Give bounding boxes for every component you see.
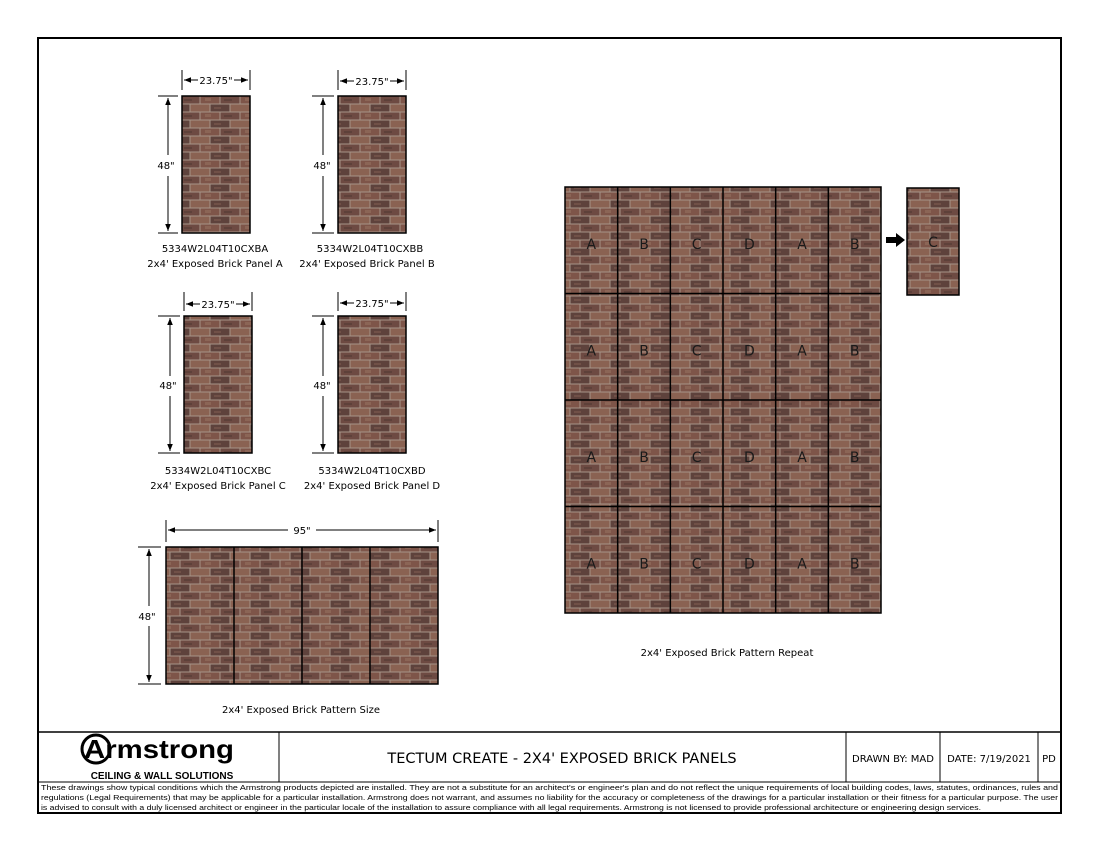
disclaimer-line-1: These drawings show typical conditions which the Armstrong products depicted are installed. They are not a substitute for an architect's or engineer's plan and do not reflect the unique requirements of local building codes, laws, statutes, ordinances, rules and — [41, 783, 1058, 792]
pattern-cell-letter: B — [849, 449, 860, 466]
pattern-cell-letter: D — [743, 343, 755, 360]
pattern-cell-letter: D — [743, 449, 755, 466]
pattern-cell-letter: B — [639, 449, 649, 466]
panel-d-part: 5334W2L04T10CXBD — [318, 466, 426, 477]
pattern-size-height: 48" — [138, 612, 156, 623]
panel-b-part: 5334W2L04T10CXBB — [316, 244, 424, 255]
panel-c-width: 23.75" — [201, 300, 235, 311]
title-block — [38, 732, 1061, 812]
pattern-cell-letter: A — [797, 449, 807, 466]
drawing-code: PD — [1042, 754, 1056, 765]
right-arrow-icon — [886, 233, 905, 247]
panel-c-brick — [184, 316, 252, 453]
pattern-cell-letter: A — [586, 556, 597, 573]
pattern-size-drawing — [138, 520, 438, 716]
pattern-cell-letter: C — [691, 449, 702, 466]
panel-d-width: 23.75" — [355, 299, 389, 310]
pattern-cell-letter: B — [639, 556, 649, 573]
panel-a-drawing — [147, 70, 283, 270]
pattern-cell-letter: B — [639, 236, 649, 253]
panel-a-part: 5334W2L04T10CXBA — [161, 244, 269, 255]
pattern-cell-letter: A — [586, 236, 597, 253]
panel-c-part: 5334W2L04T10CXBC — [164, 466, 272, 477]
panel-d-name: 2x4' Exposed Brick Panel D — [303, 481, 441, 492]
drawing-title: TECTUM CREATE - 2X4' EXPOSED BRICK PANELS — [387, 751, 737, 767]
panel-b-brick — [338, 96, 406, 233]
disclaimer-line-2: regulations (Legal Requirements) that may be applicable for a particular installation. Armstrong does not warrant, and assumes no liability for the accuracy or completeness of the drawings for a particular installation or their fitness for a particular purpose. The user — [41, 793, 1059, 802]
armstrong-logo — [82, 734, 234, 782]
panel-a-brick — [182, 96, 250, 233]
drawing-date: DATE: 7/19/2021 — [947, 754, 1031, 765]
panel-c-drawing — [150, 292, 286, 492]
pattern-cell-letter: D — [743, 556, 755, 573]
pattern-cell-letter: B — [639, 343, 649, 360]
pattern-size-width: 95" — [293, 526, 311, 537]
pattern-cell-letter: A — [586, 449, 597, 466]
next-panel-letter: C — [928, 235, 938, 251]
pattern-cell-letter: B — [849, 236, 860, 253]
panel-c-name: 2x4' Exposed Brick Panel C — [150, 481, 286, 492]
logo-subtitle: CEILING & WALL SOLUTIONS — [90, 771, 234, 782]
pattern-cell-letter: C — [691, 556, 702, 573]
pattern-cell-letter: D — [743, 236, 755, 253]
pattern-size-caption: 2x4' Exposed Brick Pattern Size — [221, 705, 381, 716]
panel-a-width: 23.75" — [199, 76, 233, 87]
drawn-by: DRAWN BY: MAD — [852, 754, 934, 765]
pattern-cell-letter: C — [691, 343, 702, 360]
pattern-repeat-drawing — [565, 187, 959, 659]
panel-d-height: 48" — [313, 381, 331, 392]
logo-text: Armstrong — [84, 734, 234, 764]
pattern-cell-letter: A — [797, 343, 807, 360]
pattern-repeat-caption: 2x4' Exposed Brick Pattern Repeat — [640, 648, 814, 659]
pattern-cell-letter: A — [797, 556, 807, 573]
panel-a-height: 48" — [157, 161, 175, 172]
pattern-cell-letter: A — [797, 236, 807, 253]
panel-a-name: 2x4' Exposed Brick Panel A — [147, 259, 283, 270]
panel-b-name: 2x4' Exposed Brick Panel B — [299, 259, 435, 270]
panel-b-drawing — [299, 70, 435, 270]
panel-c-height: 48" — [159, 381, 177, 392]
panel-b-height: 48" — [313, 161, 331, 172]
pattern-cell-letter: B — [849, 343, 860, 360]
panel-d-brick — [338, 316, 406, 453]
panel-d-drawing — [304, 292, 441, 492]
pattern-cell-letter: B — [849, 556, 860, 573]
pattern-cell-letter: C — [691, 236, 702, 253]
panel-b-width: 23.75" — [355, 77, 389, 88]
pattern-cell-letter: A — [586, 343, 597, 360]
disclaimer-line-3: is advised to consult with a duly licensed architect or engineer in the particular locale of the installation to assure compliance with all legal requirements. Armstrong is not licensed to provide professional architecture or engineering design services. — [41, 803, 981, 812]
